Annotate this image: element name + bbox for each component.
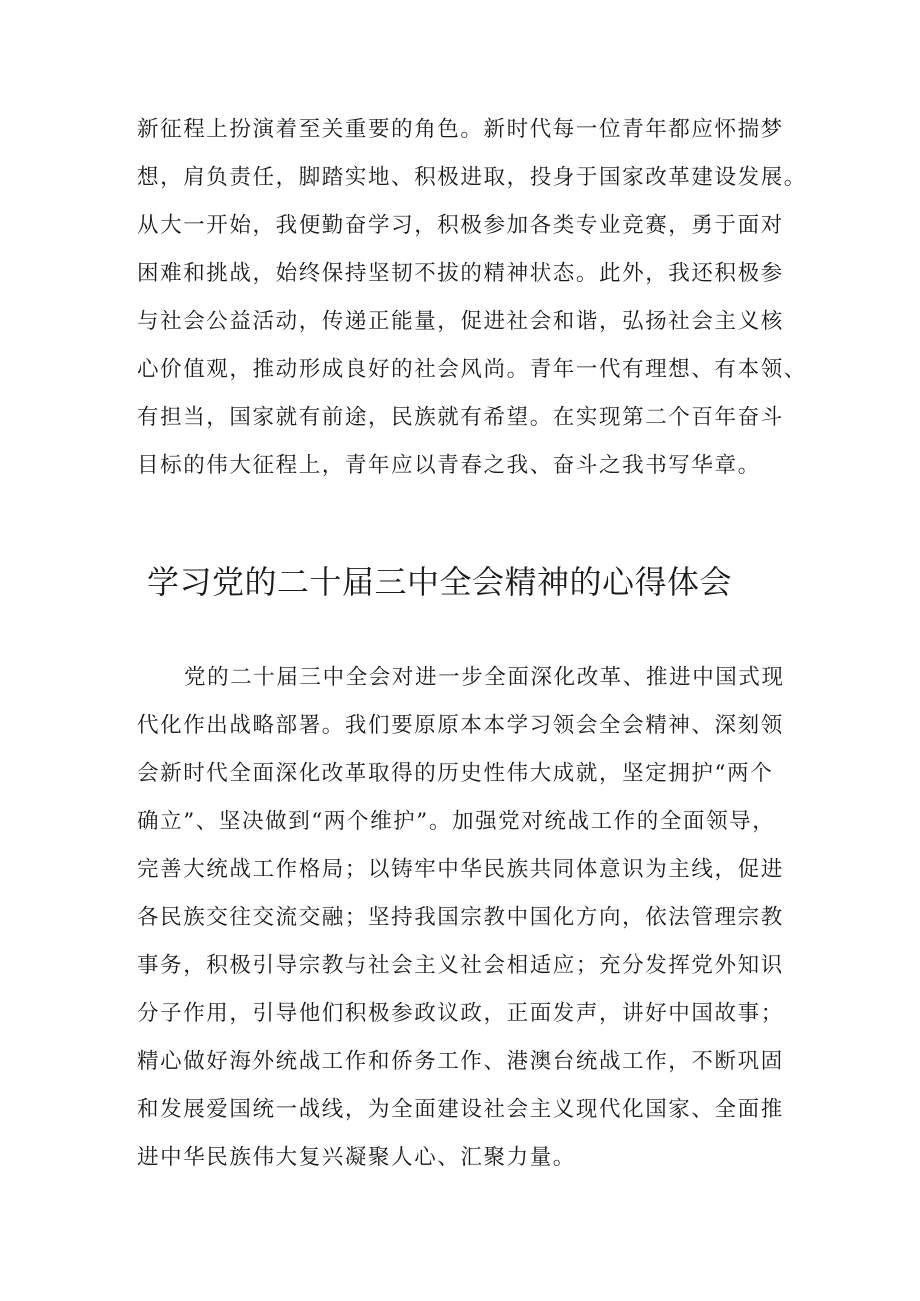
paragraph-line: 和发展爱国统一战线，为全面建设社会主义现代化国家、全面推 — [137, 1097, 784, 1122]
paragraph-line: 分子作用，引导他们积极参政议政，正面发声，讲好中国故事； — [137, 1001, 784, 1026]
paragraph-line: 与社会公益活动，传递正能量，促进社会和谐，弘扬社会主义核 — [137, 309, 784, 334]
body-paragraph-continuation — [137, 106, 807, 490]
paragraph-line: 新征程上扮演着至关重要的角色。新时代每一位青年都应怀揣梦 — [137, 117, 784, 142]
body-paragraph — [137, 654, 797, 1182]
paragraph-line: 确立”、坚决做到“两个维护”。加强党对统战工作的全面领导， — [137, 809, 776, 834]
paragraph-line: 从大一开始，我便勤奋学习，积极参加各类专业竞赛，勇于面对 — [137, 213, 784, 238]
paragraph-line: 想，肩负责任，脚踏实地、积极进取，投身于国家改革建设发展。 — [137, 165, 807, 190]
paragraph-line: 会新时代全面深化改革取得的历史性伟大成就，坚定拥护“两个 — [137, 761, 774, 786]
paragraph-line: 困难和挑战，始终保持坚韧不拔的精神状态。此外，我还积极参 — [137, 261, 784, 286]
section-heading: 学习党的二十届三中全会精神的心得体会 — [147, 563, 733, 601]
paragraph-line: 心价值观，推动形成良好的社会风尚。青年一代有理想、有本领、 — [137, 357, 807, 382]
paragraph-line: 各民族交往交流交融；坚持我国宗教中国化方向，依法管理宗教 — [137, 905, 784, 930]
paragraph-line: 精心做好海外统战工作和侨务工作、港澳台统战工作，不断巩固 — [137, 1049, 784, 1074]
paragraph-line: 完善大统战工作格局；以铸牢中华民族共同体意识为主线，促进 — [137, 857, 784, 882]
paragraph-line: 目标的伟大征程上，青年应以青春之我、奋斗之我书写华章。 — [137, 453, 761, 478]
paragraph-line: 进中华民族伟大复兴凝聚人心、汇聚力量。 — [137, 1145, 576, 1170]
paragraph-line: 有担当，国家就有前途，民族就有希望。在实现第二个百年奋斗 — [137, 405, 784, 430]
paragraph-line: 党的二十届三中全会对进一步全面深化改革、推进中国式现 — [184, 665, 785, 690]
paragraph-line: 事务，积极引导宗教与社会主义社会相适应；充分发挥党外知识 — [137, 953, 784, 978]
paragraph-line: 代化作出战略部署。我们要原原本本学习领会全会精神、深刻领 — [137, 713, 784, 738]
